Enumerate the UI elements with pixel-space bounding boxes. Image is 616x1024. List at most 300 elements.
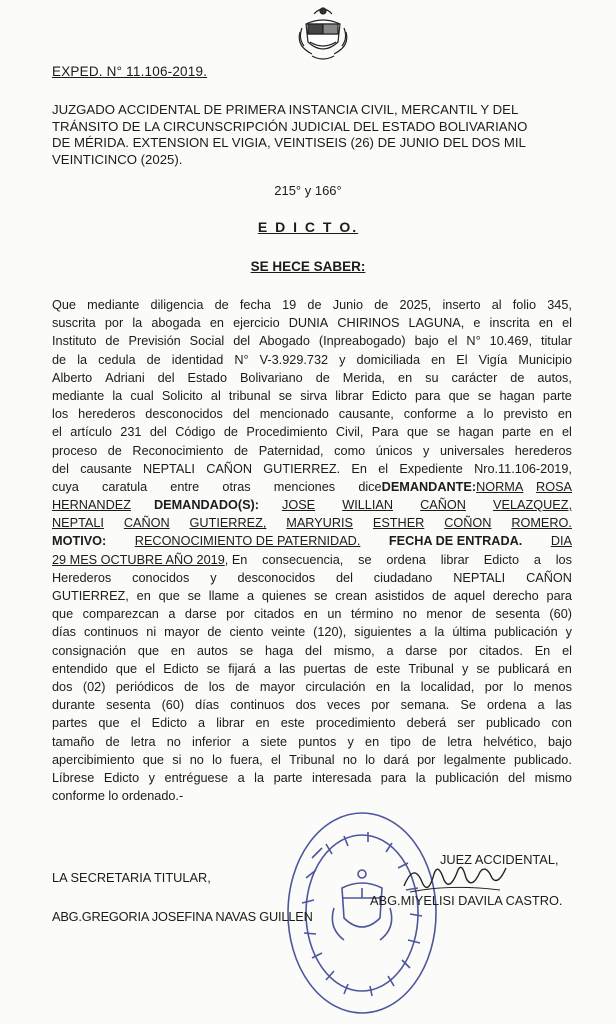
body-words: [52, 478, 382, 496]
court-line: JUZGADO ACCIDENTAL DE PRIMERA INSTANCIA CIVIL, MERCANTIL Y DEL: [52, 102, 519, 117]
word: CAÑON: [420, 498, 466, 513]
word: de: [374, 298, 389, 312]
word: Código: [175, 425, 216, 440]
word: 19: [282, 298, 297, 312]
word: WILLIAN: [342, 498, 393, 513]
body-line: [52, 660, 572, 678]
word: fijará: [228, 661, 256, 676]
word: en: [398, 370, 413, 385]
word: tipo: [390, 734, 411, 749]
word: Edicto: [371, 388, 407, 403]
word: circulación: [305, 679, 366, 694]
word: parte: [273, 770, 303, 785]
word: del: [157, 370, 175, 385]
body-line: [52, 369, 572, 387]
body-line: [52, 442, 572, 460]
word: fuera,: [230, 752, 263, 767]
word: sirva: [300, 388, 328, 403]
word: suscrita: [52, 316, 96, 331]
word: Líbrese: [52, 770, 95, 785]
word: se: [187, 589, 201, 603]
word: dará: [383, 752, 409, 767]
word: Se: [460, 698, 476, 713]
body-line: [52, 387, 572, 405]
word: periódicos: [115, 679, 174, 694]
word: hagan: [458, 425, 494, 440]
body-line: [52, 696, 572, 714]
word: en: [557, 661, 572, 676]
word: veces: [327, 698, 361, 713]
word: en: [209, 316, 224, 331]
word: citados: [254, 607, 295, 622]
word: se: [314, 589, 328, 603]
word: de: [353, 661, 369, 676]
word: consignación: [52, 643, 127, 658]
word: la: [77, 352, 88, 367]
word: y: [461, 661, 469, 676]
word: (60): [549, 607, 572, 622]
body-line: [52, 605, 572, 623]
word: la: [400, 679, 411, 694]
word: lo: [483, 407, 494, 422]
word: herederos: [514, 443, 572, 458]
expediente-number: EXPED. N° 11.106-2019.: [52, 64, 208, 79]
word: a: [537, 698, 545, 713]
word: las: [279, 661, 296, 676]
word: de: [233, 443, 249, 458]
word: el: [52, 425, 62, 440]
word: tribunal: [228, 388, 271, 403]
word: bajo: [548, 734, 572, 749]
word: Nro.11.106-2019,: [474, 461, 572, 476]
word: puertas: [303, 661, 346, 676]
word: de: [184, 679, 199, 694]
judge-name: ABG.MIYELISI DAVILA CASTRO.: [370, 893, 563, 908]
word: que: [52, 607, 74, 622]
word: causante,: [338, 407, 394, 422]
word: mismo: [534, 770, 572, 785]
word: ROMERO.: [511, 516, 572, 531]
word: Paternidad,: [258, 443, 324, 458]
word: término: [350, 607, 394, 622]
word: de: [146, 352, 161, 367]
body-line: [52, 642, 572, 660]
word: del: [52, 461, 69, 476]
word: del: [233, 334, 251, 349]
word: Expediente: [399, 461, 463, 476]
word: publicación: [435, 770, 499, 785]
word: Social: [189, 334, 225, 349]
word: derecho: [492, 589, 539, 603]
word: de: [223, 425, 238, 440]
word: de: [422, 734, 437, 749]
word: de: [307, 298, 322, 312]
word: no: [166, 734, 181, 749]
word: del: [335, 570, 353, 585]
body-line: [52, 351, 572, 369]
word: del: [305, 643, 322, 658]
word: JOSE: [282, 498, 316, 513]
word: Edicto: [483, 552, 519, 567]
word: la: [415, 770, 426, 785]
word: de: [510, 370, 525, 385]
word: CAÑON: [526, 570, 572, 585]
word: Merida,: [342, 370, 386, 385]
word: en: [557, 407, 572, 422]
word: menos: [533, 679, 572, 694]
word: helvético,: [483, 734, 537, 749]
word: ciudadano: [373, 570, 433, 585]
word: lo: [513, 679, 524, 694]
word: continuos: [230, 698, 285, 713]
word: con: [551, 716, 572, 731]
word: ejercicio: [233, 316, 280, 331]
word: de: [107, 443, 122, 458]
word: NEPTALI: [52, 516, 104, 531]
word: caratula: [101, 479, 148, 494]
body-line: [52, 332, 572, 350]
body-line: [52, 623, 572, 641]
word: no: [189, 752, 204, 767]
word: El: [456, 352, 468, 367]
word: a: [246, 589, 254, 603]
word: el: [145, 661, 156, 676]
judge-title: JUEZ ACCIDENTAL,: [440, 852, 559, 867]
word: semana.: [400, 698, 450, 713]
word: quienes: [261, 589, 307, 603]
word: mediante: [87, 298, 140, 312]
word: legalmente: [443, 752, 506, 767]
motive-label: MOTIVO:: [52, 534, 107, 549]
court-heading: [52, 102, 572, 168]
word: mismo,: [333, 643, 375, 658]
word: darse: [184, 607, 217, 622]
word: a: [237, 770, 245, 785]
word: CAÑON: [206, 461, 253, 476]
word: a: [198, 716, 206, 731]
word: en: [375, 679, 391, 694]
word: última: [452, 625, 487, 640]
word: bajo: [414, 334, 439, 349]
word: del: [232, 407, 250, 422]
word: procedimiento: [315, 716, 396, 731]
word: deberá: [406, 716, 447, 731]
word: en: [136, 589, 151, 603]
body-line: [52, 532, 572, 550]
word: (120),: [313, 625, 347, 640]
word: no: [402, 607, 417, 622]
word: GUTIERREZ,: [189, 516, 267, 531]
word: el: [562, 643, 572, 658]
word: la: [254, 770, 265, 785]
word: 231: [120, 425, 142, 440]
word: asistidos: [374, 589, 425, 603]
word: mencionado: [259, 407, 329, 422]
word: menciones: [273, 479, 336, 494]
word: para: [380, 770, 407, 785]
word: autos,: [537, 370, 572, 385]
word: Edicto: [103, 770, 140, 785]
word: desconocidos: [237, 570, 316, 585]
word: 2025,: [399, 298, 432, 312]
word: de: [207, 625, 222, 640]
word: diligencia: [150, 298, 204, 312]
word: VELAZQUEZ,: [493, 498, 572, 513]
document-title: E D I C T O.: [257, 219, 359, 235]
word: por: [104, 316, 124, 331]
word: veinte: [271, 625, 306, 640]
word: hagan: [499, 388, 535, 403]
body-line: [52, 733, 572, 751]
word: cuya: [52, 479, 79, 494]
body-line: [52, 751, 572, 769]
word: consecuencia,: [262, 552, 344, 567]
word: durante: [52, 698, 96, 713]
word: de: [214, 298, 229, 312]
word: de: [52, 352, 67, 367]
word: comparezcan: [82, 607, 159, 622]
plaintiff-label: DEMANDANTE:: [381, 479, 477, 494]
word: localidad,: [420, 679, 475, 694]
word: Tribunal: [289, 752, 335, 767]
word: GUTIERREZ,: [52, 589, 129, 603]
word: la: [132, 316, 143, 331]
body-line: [52, 296, 572, 314]
word: se: [476, 661, 490, 676]
word: Para: [371, 425, 399, 440]
word: publicación: [494, 625, 558, 640]
word: publicará: [498, 661, 550, 676]
court-line: TRÁNSITO DE LA CIRCUNSCRIPCIÓN JUDICIAL DEL ESTADO BOLIVARIANO: [52, 118, 528, 134]
word: los: [555, 552, 572, 567]
word: publicado.: [514, 752, 572, 767]
word: y: [339, 352, 346, 367]
word: que: [448, 388, 470, 403]
word: 10.469,: [489, 334, 532, 349]
word: el: [447, 334, 458, 349]
word: entre: [170, 479, 200, 494]
word: ser: [457, 716, 475, 731]
word: citados.: [479, 643, 523, 658]
body-line: [52, 587, 572, 605]
word: N°: [466, 334, 481, 349]
word: al: [210, 388, 221, 403]
body-line: [52, 569, 572, 587]
word: parte: [542, 388, 572, 403]
word: letra: [130, 734, 156, 749]
word: CHIRINOS: [337, 316, 400, 331]
word: los: [52, 407, 69, 422]
word: Edicto: [163, 661, 199, 676]
word: únicos: [375, 443, 413, 458]
word: su: [425, 370, 439, 385]
word: Reconocimiento: [132, 443, 224, 458]
word: por: [448, 643, 468, 658]
word: se: [477, 388, 492, 403]
word: CAÑON: [123, 516, 170, 531]
word: (Inpreabogado): [318, 334, 406, 349]
word: por: [226, 607, 245, 622]
word: N°: [234, 352, 249, 367]
word: publicado: [486, 716, 541, 731]
word: mayor: [164, 625, 200, 640]
word: librar: [335, 388, 364, 403]
word: se: [436, 425, 450, 440]
word: inserto: [442, 298, 481, 312]
entry-date-value: 29 MES OCTUBRE AÑO 2019: [52, 552, 225, 567]
word: de: [235, 679, 250, 694]
word: las: [555, 698, 572, 713]
word: que: [158, 589, 180, 603]
court-line: VEINTICINCO (2025).: [52, 151, 183, 167]
body-line: [52, 478, 572, 496]
body-line: [52, 769, 572, 787]
word: a: [241, 734, 250, 749]
word: a: [386, 643, 394, 658]
word: entendido: [52, 661, 108, 676]
word: conforme: [403, 407, 457, 422]
word: (02): [82, 679, 106, 694]
word: autos: [196, 643, 228, 658]
word: proceso: [52, 443, 98, 458]
body-line: [52, 678, 572, 696]
word: de: [105, 334, 120, 349]
word: titular: [540, 334, 572, 349]
word: de: [471, 607, 486, 622]
word: que: [115, 661, 138, 676]
word: siguientes: [354, 625, 412, 640]
court-line: DE MÉRIDA. EXTENSION EL VIGIA, VEINTISEIS (26) DE JUNIO DEL DOS MIL: [52, 135, 526, 150]
word: días: [52, 625, 76, 640]
word: NEPTALI: [142, 461, 195, 476]
defendant-name: [282, 496, 572, 514]
word: V-3.929.732: [259, 352, 329, 367]
word: apercibimiento: [52, 752, 135, 767]
word: Previsión: [128, 334, 181, 349]
word: el: [562, 316, 572, 331]
body-line: [52, 496, 572, 514]
word: (60): [161, 698, 185, 713]
word: partes: [52, 716, 88, 731]
word: Herederos: [52, 570, 112, 585]
word: Instituto: [52, 334, 97, 349]
word: que: [142, 752, 164, 767]
word: el: [378, 461, 389, 476]
word: para: [415, 388, 441, 403]
word: lo: [212, 752, 222, 767]
era-years: 215° y 166°: [274, 183, 342, 198]
word: ordena: [386, 552, 426, 567]
word: el: [130, 716, 141, 731]
word: conocidos: [132, 570, 190, 585]
word: abogada: [151, 316, 201, 331]
word: En: [534, 643, 551, 658]
word: mediante: [52, 388, 105, 403]
plaintiff-name: [476, 478, 572, 496]
word: ROSA: [536, 479, 572, 494]
word: y: [148, 770, 155, 785]
word: del: [149, 425, 167, 440]
body-line: [52, 514, 572, 532]
word: en: [170, 643, 186, 658]
word: el: [271, 752, 281, 767]
secretary-title: LA SECRETARIA TITULAR,: [52, 870, 211, 885]
word: y: [347, 734, 354, 749]
word: por: [417, 752, 436, 767]
word: artículo: [70, 425, 112, 440]
word: a: [168, 607, 176, 622]
word: por: [484, 679, 504, 694]
word: Vigía: [478, 352, 508, 367]
word: librar: [440, 552, 469, 567]
word: , En: [224, 552, 248, 567]
word: en: [431, 352, 446, 367]
word: para: [546, 589, 572, 603]
word: en: [539, 425, 554, 440]
word: la: [434, 625, 445, 640]
word: puntos: [298, 734, 337, 749]
word: sesenta: [495, 607, 540, 622]
edict-body: [52, 296, 572, 805]
word: Procedimiento: [246, 425, 328, 440]
word: DUNIA: [288, 316, 329, 331]
word: causante: [80, 461, 132, 476]
word: si: [172, 752, 182, 767]
word: en: [303, 607, 318, 622]
word: menor: [426, 607, 463, 622]
word: los: [208, 679, 225, 694]
entry-date-day: DIA: [550, 534, 572, 549]
word: Abogado: [259, 334, 310, 349]
word: la: [112, 388, 123, 403]
word: por: [371, 698, 390, 713]
word: a: [419, 625, 427, 640]
word: como: [334, 443, 366, 458]
body-line: [52, 423, 572, 441]
word: llame: [208, 589, 240, 603]
word: se: [206, 661, 221, 676]
word: este: [376, 661, 401, 676]
word: un: [327, 607, 342, 622]
word: a: [466, 407, 474, 422]
word: y: [565, 625, 572, 640]
word: que: [98, 716, 120, 731]
word: en: [538, 316, 553, 331]
word: LAGUNA,: [408, 316, 465, 331]
word: el: [561, 425, 572, 440]
word: ordena: [486, 698, 527, 713]
word: lo: [365, 752, 376, 767]
word: que: [137, 643, 160, 658]
word: COÑON: [444, 516, 492, 531]
word: Solicito: [161, 388, 203, 403]
word: mayor: [259, 679, 296, 694]
word: herederos: [78, 407, 136, 422]
word: fecha: [239, 298, 271, 312]
body-line: [52, 405, 572, 423]
word: En: [351, 461, 367, 476]
word: que: [407, 425, 429, 440]
word: dos: [295, 698, 317, 713]
word: Edicto: [151, 716, 187, 731]
word: ESTHER: [372, 516, 425, 531]
word: carácter: [451, 370, 498, 385]
word: Alberto: [52, 370, 93, 385]
document-subtitle: SE HECE SABER:: [250, 259, 366, 274]
word: Civil,: [335, 425, 364, 440]
word: librar: [216, 716, 245, 731]
word: entréguese: [164, 770, 229, 785]
